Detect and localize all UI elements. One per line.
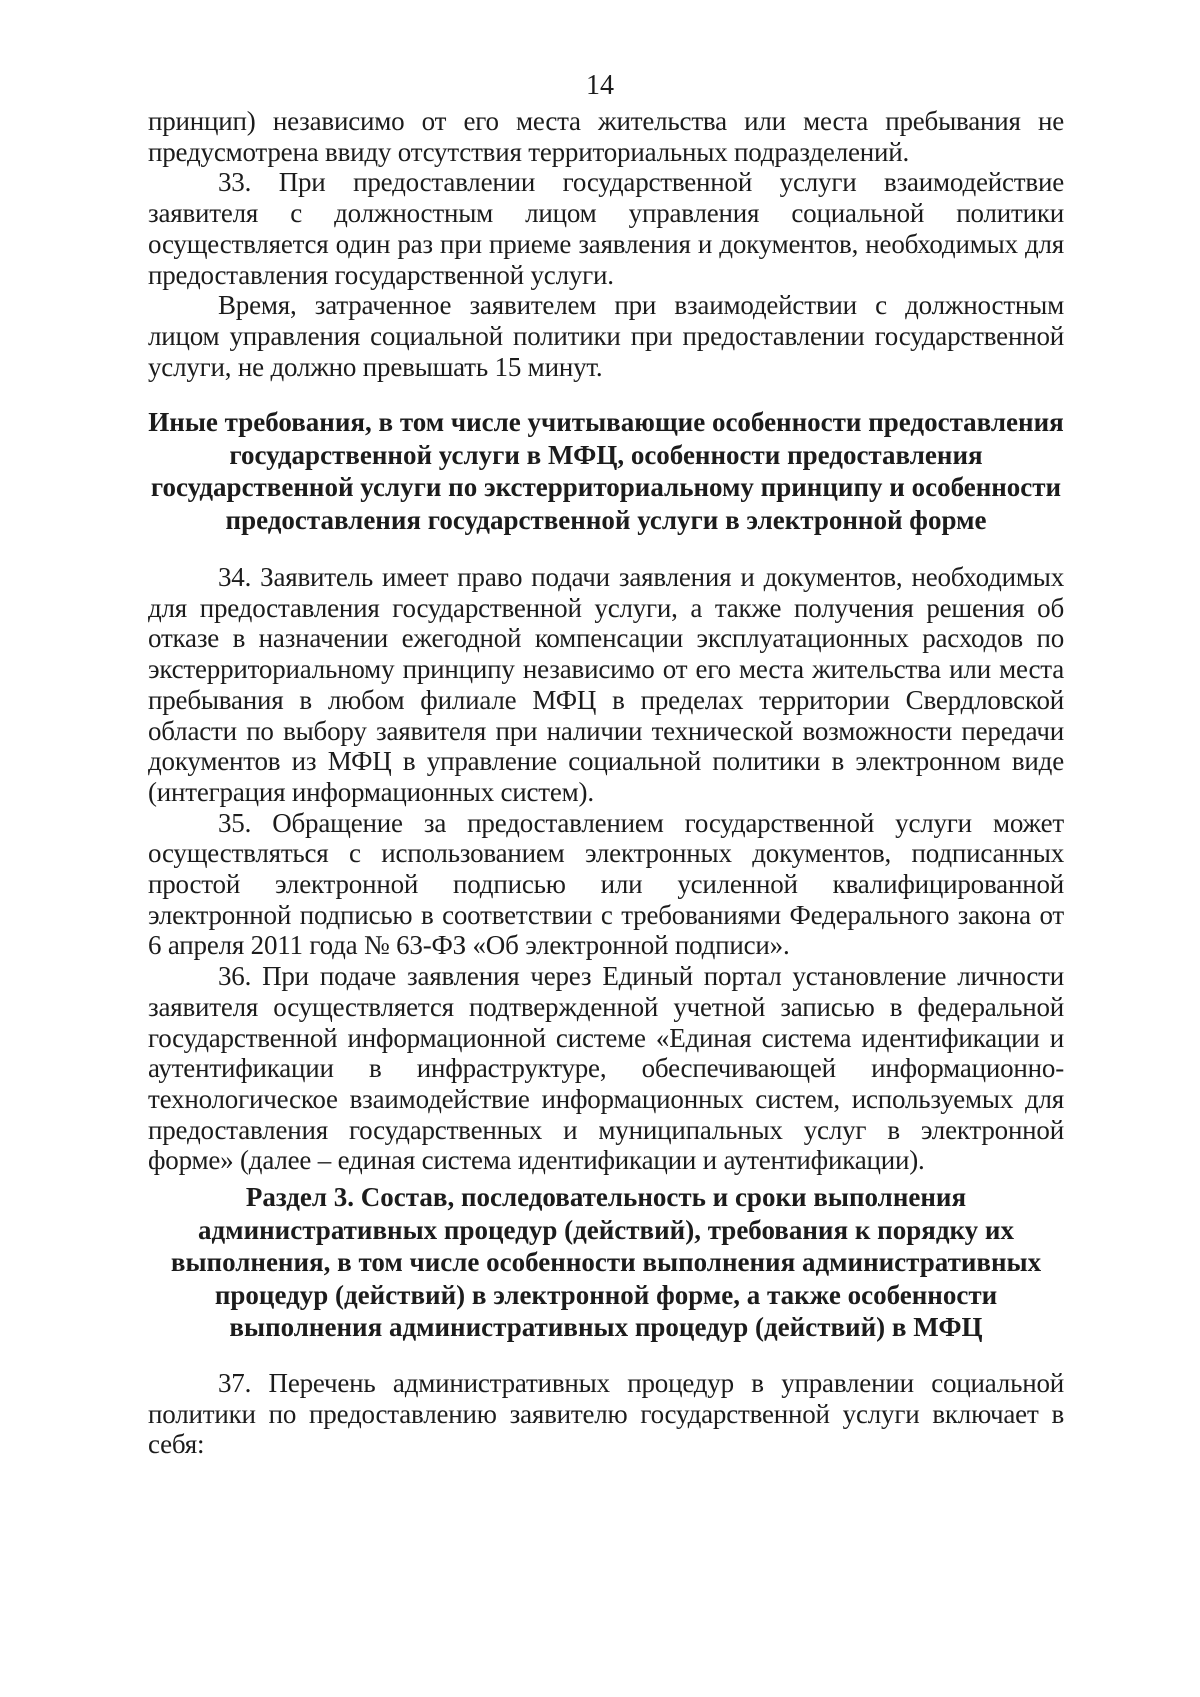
paragraph-36: 36. При подаче заявления через Единый портал установление личности заявителя осуществляется подтвержденной учетной записью в федеральной государственной информационной системе «Единая система идентификации и аутентификации в инфраструктуре, обеспечивающей информационно-технологическое взаимодействие информационных систем, используемых для предоставления государственных и муниципальных услуг в электронной форме» (далее – единая система идентификации и аутентификации).: [148, 961, 1064, 1176]
page-number: 14: [586, 70, 614, 101]
paragraph-37: 37. Перечень административных процедур в управлении социальной политики по предоставлению заявителю государственной услуги включает в себя:: [148, 1368, 1064, 1460]
section-block-2: [148, 562, 1064, 1176]
paragraph-33: 33. При предоставлении государственной услуги взаимодействие заявителя с должностным лицом управления социальной политики осуществляется один раз при приеме заявления и документов, необходимых для предоставления государственной услуги.: [148, 167, 1064, 290]
paragraph-33-time: Время, затраченное заявителем при взаимодействии с должностным лицом управления социальной политики при предоставлении государственной услуги, не должно превышать 15 минут.: [148, 290, 1064, 382]
heading-other-requirements: Иные требования, в том числе учитывающие особенности предоставления государственной услуги в МФЦ, особенности предоставления государственной услуги по экстерриториальному принципу и особенности предоставления государственной услуги в электронной форме: [148, 407, 1064, 535]
section-block-1: [148, 106, 1064, 382]
continuation-paragraph: принцип) независимо от его места жительства или места пребывания не предусмотрена ввиду отсутствия территориальных подразделений.: [148, 106, 1064, 167]
section-block-3: [148, 1368, 1064, 1460]
heading-section-3: Раздел 3. Состав, последовательность и сроки выполнения административных процедур (действий), требования к порядку их выполнения, в том числе особенности выполнения административных процедур (действий) в электронной форме, а также особенности выполнения административных процедур (действий) в МФЦ: [170, 1182, 1042, 1342]
paragraph-35: 35. Обращение за предоставлением государственной услуги может осуществляться с использованием электронных документов, подписанных простой электронной подписью или усиленной квалифицированной электронной подписью в соответствии с требованиями Федерального закона от 6 апреля 2011 года № 63-ФЗ «Об электронной подписи».: [148, 807, 1064, 961]
paragraph-34: 34. Заявитель имеет право подачи заявления и документов, необходимых для предоставления государственной услуги, а также получения решения об отказе в назначении ежегодной компенсации эксплуатационных расходов по экстерриториальному принципу независимо от его места жительства или места пребывания в любом филиале МФЦ в пределах территории Свердловской области по выбору заявителя при наличии технической возможности передачи документов из МФЦ в управление социальной политики в электронном виде (интеграция информационных систем).: [148, 562, 1064, 807]
